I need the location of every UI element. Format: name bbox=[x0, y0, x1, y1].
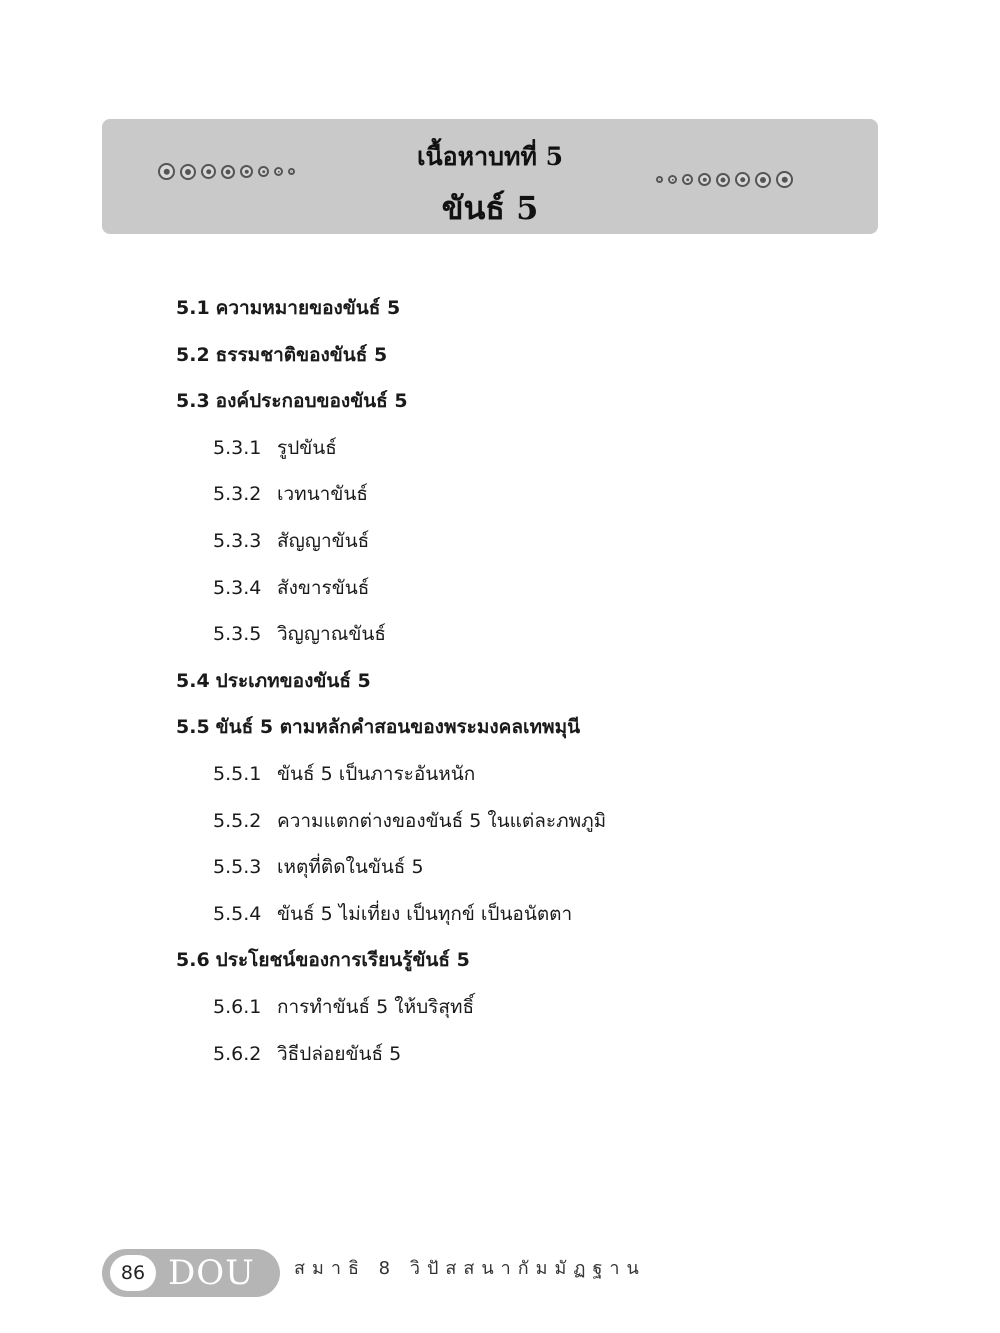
toc-item-text: ความหมายของขันธ์ 5 bbox=[215, 297, 401, 319]
toc-item-number: 5.5 bbox=[176, 716, 210, 739]
toc-item bbox=[176, 383, 936, 430]
chapter-title: ขันธ์ 5 bbox=[441, 189, 539, 227]
toc-item bbox=[176, 896, 936, 943]
toc-item-number: 5.6.2 bbox=[213, 1042, 262, 1065]
toc-item-number: 5.6 bbox=[176, 949, 210, 972]
dot-ornament-icon bbox=[698, 173, 711, 186]
toc-item-number: 5.1 bbox=[176, 297, 210, 319]
toc-item bbox=[176, 989, 936, 1036]
course-title: สมาธิ 8 วิปัสสนากัมมัฏฐาน bbox=[294, 1257, 646, 1279]
toc-item bbox=[176, 942, 936, 989]
toc-item-text: เหตุที่ติดในขันธ์ 5 bbox=[277, 856, 424, 879]
dot-ornament-icon bbox=[668, 175, 677, 184]
toc-item-text: รูปขันธ์ bbox=[277, 436, 337, 459]
toc-item bbox=[176, 756, 936, 803]
toc-item-text: วิธีปล่อยขันธ์ 5 bbox=[277, 1042, 402, 1065]
toc-item-number: 5.4 bbox=[176, 669, 210, 692]
toc-item-text: ประโยชน์ของการเรียนรู้ขันธ์ 5 bbox=[215, 949, 470, 972]
toc-item-number: 5.5.3 bbox=[213, 856, 262, 879]
toc-item bbox=[176, 1036, 936, 1083]
toc-item-number: 5.5.4 bbox=[213, 902, 262, 925]
toc-item-number: 5.5.1 bbox=[213, 762, 262, 785]
dot-ornament-icon bbox=[656, 176, 663, 183]
toc-item bbox=[176, 663, 936, 710]
toc-item bbox=[176, 803, 936, 850]
toc-item bbox=[176, 523, 936, 570]
decorative-dots-right bbox=[656, 171, 798, 188]
toc-item-text: ความแตกต่างของขันธ์ 5 ในแต่ละภพภูมิ bbox=[277, 809, 607, 832]
toc-item-text: ขันธ์ 5 ไม่เที่ยง เป็นทุกข์ เป็นอนัตตา bbox=[277, 902, 573, 925]
toc-item bbox=[176, 616, 936, 663]
toc-item bbox=[176, 570, 936, 617]
page-number: 86 bbox=[110, 1255, 156, 1291]
toc-item-number: 5.3.1 bbox=[213, 436, 262, 459]
toc-item-text: เวทนาขันธ์ bbox=[277, 483, 368, 506]
toc-item bbox=[176, 849, 936, 896]
toc-item-text: การทำขันธ์ 5 ให้บริสุทธิ์ bbox=[277, 995, 475, 1018]
toc-item-text: วิญญาณขันธ์ bbox=[277, 623, 386, 646]
toc-item-text: ประเภทของขันธ์ 5 bbox=[215, 669, 371, 692]
chapter-header bbox=[102, 119, 878, 234]
footer-badge bbox=[102, 1249, 280, 1297]
toc-item bbox=[176, 709, 936, 756]
dot-ornament-icon bbox=[755, 172, 771, 188]
toc-item-text: ธรรมชาติของขันธ์ 5 bbox=[215, 343, 388, 366]
dot-ornament-icon bbox=[735, 172, 750, 187]
toc-item-text: สังขารขันธ์ bbox=[277, 576, 370, 599]
toc-item bbox=[176, 337, 936, 384]
toc-item-number: 5.3.5 bbox=[213, 623, 262, 646]
dot-ornament-icon bbox=[776, 171, 793, 188]
chapter-label: เนื้อหาบทที่ 5 bbox=[416, 142, 564, 171]
toc-item-number: 5.3.3 bbox=[213, 529, 262, 552]
toc-item-number: 5.3.2 bbox=[213, 483, 262, 506]
table-of-contents bbox=[176, 290, 936, 1082]
page-footer bbox=[102, 1249, 646, 1297]
toc-item bbox=[176, 476, 936, 523]
toc-item-text: องค์ประกอบของขันธ์ 5 bbox=[215, 390, 408, 413]
toc-item-number: 5.3 bbox=[176, 390, 210, 413]
dot-ornament-icon bbox=[682, 174, 693, 185]
toc-item-text: ขันธ์ 5 เป็นภาระอันหนัก bbox=[277, 762, 476, 785]
toc-item bbox=[176, 290, 936, 337]
toc-item bbox=[176, 430, 936, 477]
toc-item-number: 5.3.4 bbox=[213, 576, 262, 599]
toc-item-number: 5.2 bbox=[176, 343, 210, 366]
toc-item-text: ขันธ์ 5 ตามหลักคำสอนของพระมงคลเทพมุนี bbox=[215, 716, 581, 739]
dot-ornament-icon bbox=[716, 173, 730, 187]
toc-item-number: 5.5.2 bbox=[213, 809, 262, 832]
toc-item-number: 5.6.1 bbox=[213, 995, 262, 1018]
toc-item-text: สัญญาขันธ์ bbox=[277, 529, 370, 552]
dou-logo: DOU bbox=[168, 1253, 255, 1293]
